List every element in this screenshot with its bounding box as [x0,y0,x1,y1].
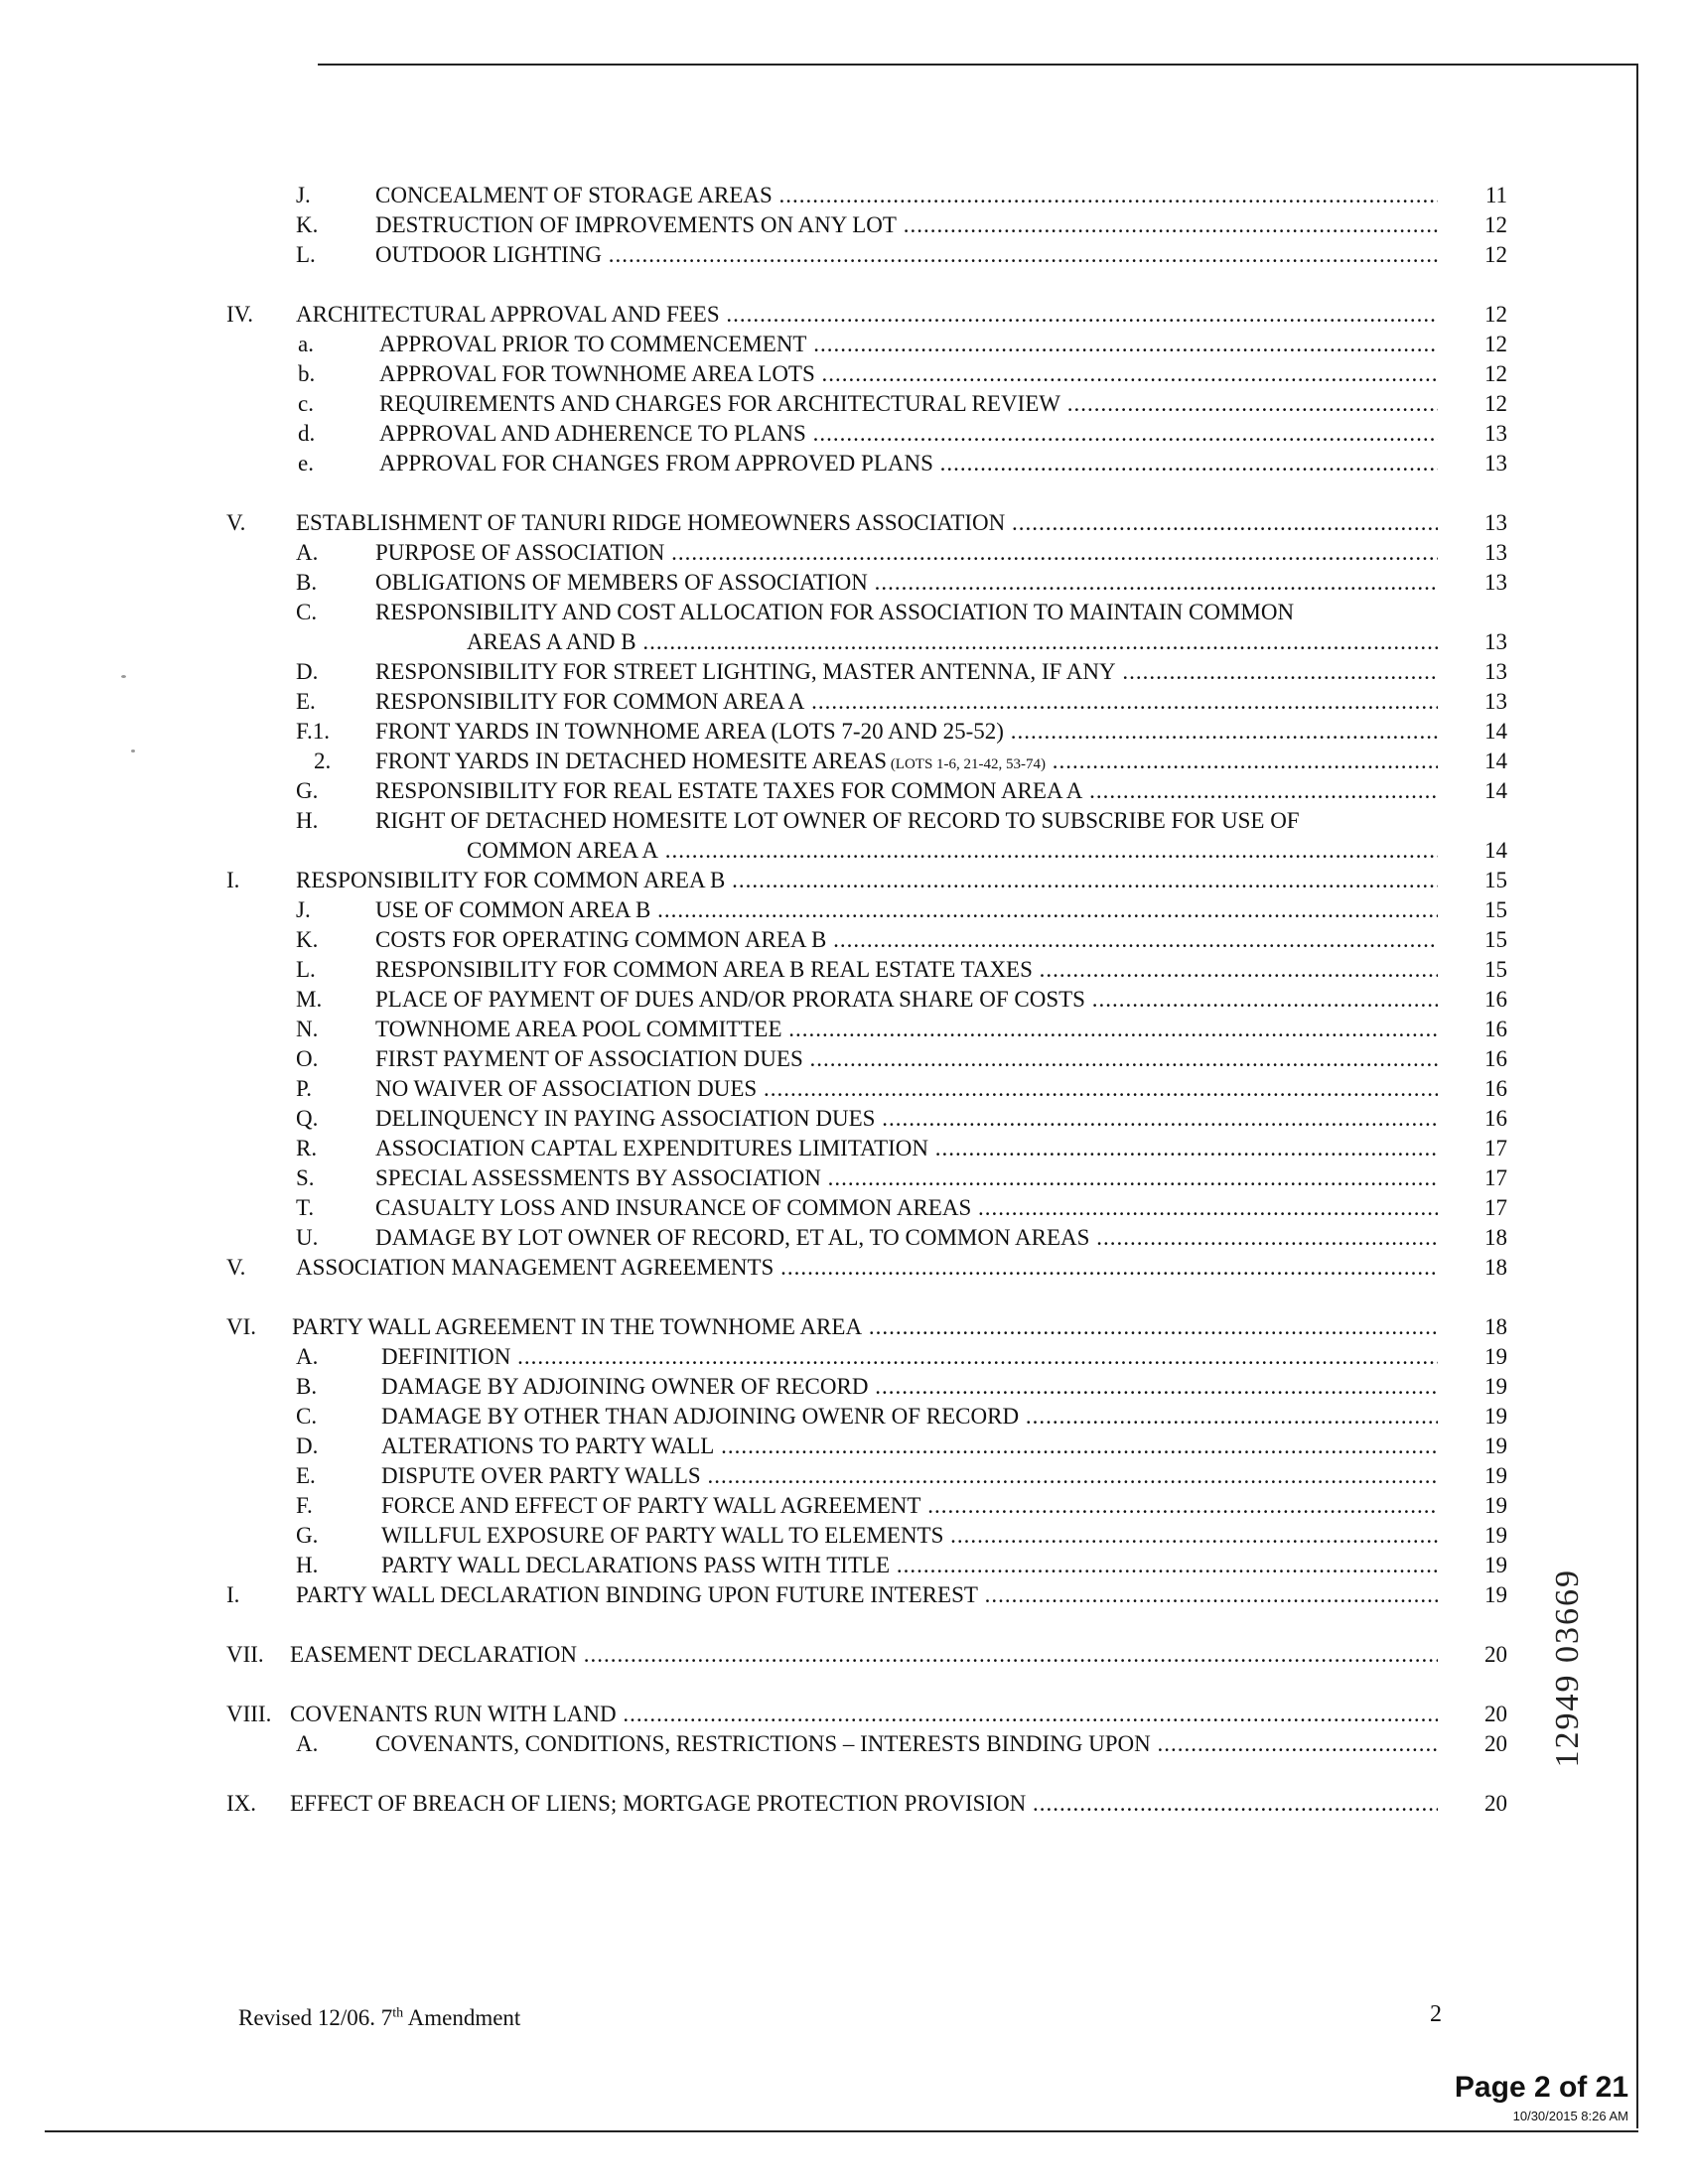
toc-entry-page: 13 [1484,689,1507,714]
toc-entry-number: VII. [226,1642,264,1667]
toc-entry-title: PARTY WALL DECLARATION BINDING UPON FUTURE INTEREST ..... [296,1580,1438,1610]
toc-entry-page: 13 [1484,659,1507,684]
toc-entry-page: 11 [1484,183,1507,207]
toc-entry-number: V. [226,510,246,535]
toc-entry-number: N. [296,1017,319,1041]
toc-entry-number: A. [296,1344,319,1369]
toc-entry-title: RESPONSIBILITY FOR STREET LIGHTING, MASTER ANTENNA, IF ANY ..... [375,657,1438,687]
toc-entry-number: H. [296,1553,319,1577]
toc-entry-number: IX. [226,1791,257,1816]
toc-entry-number: d. [298,421,316,446]
toc-entry-page: 14 [1484,778,1507,803]
toc-entry-title: RIGHT OF DETACHED HOMESITE LOT OWNER OF RECORD TO SUBSCRIBE FOR USE OF [375,808,1300,833]
toc-entry-number: T. [296,1195,315,1220]
toc-entry-title: DAMAGE BY LOT OWNER OF RECORD, ET AL, TO COMMON AREAS ..... [375,1223,1438,1253]
toc-entry-number: D. [296,659,319,684]
scan-speck [121,675,126,678]
toc-entry-number: D. [296,1433,319,1458]
toc-entry-page: 19 [1484,1463,1507,1488]
toc-entry-number: V. [226,1255,246,1280]
toc-entry-title: FORCE AND EFFECT OF PARTY WALL AGREEMENT ..... [381,1491,1438,1521]
print-timestamp: 10/30/2015 8:26 AM [1512,2109,1628,2123]
page-count-stamp: Page 2 of 21 [1454,2071,1628,2104]
toc-entry-title: PARTY WALL DECLARATIONS PASS WITH TITLE ..... [381,1551,1438,1580]
toc-entry-page: 14 [1484,838,1507,863]
toc-entry-page: 16 [1484,1106,1507,1131]
toc-entry-title: DEFINITION ..... [381,1342,1438,1372]
toc-entry-page: 17 [1484,1136,1507,1160]
toc-entry-title: ASSOCIATION CAPTAL EXPENDITURES LIMITATION ..... [375,1134,1438,1163]
toc-entry-title: RESPONSIBILITY FOR COMMON AREA A ..... [375,687,1438,717]
toc-entry-continuation: AREAS A AND B ..... [467,627,1438,657]
toc-entry-title: APPROVAL FOR CHANGES FROM APPROVED PLANS ..... [379,449,1438,478]
toc-entry-title: ASSOCIATION MANAGEMENT AGREEMENTS ..... [296,1253,1438,1283]
toc-entry-title: COSTS FOR OPERATING COMMON AREA B ..... [375,925,1438,955]
toc-entry-title: DAMAGE BY ADJOINING OWNER OF RECORD ..... [381,1372,1438,1402]
toc-entry-number: C. [296,1404,318,1429]
toc-entry-page: 18 [1484,1314,1507,1339]
toc-entry-title: APPROVAL AND ADHERENCE TO PLANS ..... [379,419,1438,449]
toc-entry-number: S. [296,1165,315,1190]
toc-entry-number: K. [296,927,319,952]
toc-entry-number: F. [296,1493,313,1518]
toc-entry-page: 16 [1484,1076,1507,1101]
toc-entry-page: 20 [1484,1642,1507,1667]
toc-entry-number: VI. [226,1314,257,1339]
toc-entry-page: 12 [1484,242,1507,267]
toc-entry-page: 19 [1484,1553,1507,1577]
toc-entry-title: APPROVAL FOR TOWNHOME AREA LOTS ..... [379,359,1438,389]
toc-entry-number: G. [296,1523,319,1548]
toc-entry-title: FRONT YARDS IN DETACHED HOMESITE AREAS (LOTS 1-6, 21-42, 53-74) ..... [375,747,1438,779]
toc-entry-number: B. [296,1374,318,1399]
toc-entry-number: A. [296,540,319,565]
toc-entry-number: R. [296,1136,318,1160]
toc-entry-number: G. [296,778,319,803]
page-border-top [318,64,1638,66]
toc-entry-number: K. [296,212,319,237]
toc-entry-page: 15 [1484,868,1507,892]
toc-entry-number: Q. [296,1106,319,1131]
toc-entry-page: 13 [1484,570,1507,595]
toc-entry-title: CONCEALMENT OF STORAGE AREAS ..... [375,181,1438,210]
toc-entry-title: ARCHITECTURAL APPROVAL AND FEES ..... [296,300,1438,330]
toc-entry-number: IV. [226,302,254,327]
toc-entry-page: 18 [1484,1225,1507,1250]
toc-entry-page: 13 [1484,629,1507,654]
toc-entry-title: COVENANTS, CONDITIONS, RESTRICTIONS – INTERESTS BINDING UPON ..... [375,1729,1438,1759]
toc-entry-page: 14 [1484,749,1507,773]
toc-entry-number: E. [296,689,316,714]
toc-entry-page: 19 [1484,1523,1507,1548]
toc-entry-page: 18 [1484,1255,1507,1280]
toc-entry-number: U. [296,1225,319,1250]
toc-entry-page: 15 [1484,957,1507,982]
toc-entry-number: M. [296,987,323,1012]
toc-entry-number: I. [226,868,240,892]
toc-entry-page: 15 [1484,897,1507,922]
toc-entry-page: 13 [1484,540,1507,565]
toc-entry-page: 13 [1484,451,1507,476]
toc-entry-title: RESPONSIBILITY FOR COMMON AREA B REAL ESTATE TAXES ..... [375,955,1438,985]
toc-entry-number: J. [296,897,311,922]
toc-entry-number: b. [298,361,316,386]
toc-entry-page: 19 [1484,1374,1507,1399]
toc-entry-title: RESPONSIBILITY FOR COMMON AREA B ..... [296,866,1438,895]
toc-entry-number: J. [296,183,311,207]
toc-entry-title: ALTERATIONS TO PARTY WALL ..... [381,1432,1438,1461]
toc-entry-page: 13 [1484,421,1507,446]
toc-entry-title: DELINQUENCY IN PAYING ASSOCIATION DUES ..... [375,1104,1438,1134]
toc-entry-number: C. [296,600,318,624]
toc-entry-page: 12 [1484,361,1507,386]
toc-entry-title: PLACE OF PAYMENT OF DUES AND/OR PRORATA SHARE OF COSTS ..... [375,985,1438,1015]
toc-entry-number: I. [226,1582,240,1607]
toc-entry-page: 16 [1484,987,1507,1012]
toc-entry-title: APPROVAL PRIOR TO COMMENCEMENT ..... [379,330,1438,359]
toc-entry-number: F.1. [296,719,330,744]
toc-entry-number: A. [296,1731,319,1756]
toc-entry-title: NO WAIVER OF ASSOCIATION DUES ..... [375,1074,1438,1104]
toc-entry-page: 12 [1484,302,1507,327]
toc-entry-title: OBLIGATIONS OF MEMBERS OF ASSOCIATION ..... [375,568,1438,598]
revision-note: Revised 12/06. 7th Amendment [238,2005,521,2030]
page-border-bottom [45,2130,1638,2132]
page-border-right [1636,64,1638,2128]
toc-entry-number: E. [296,1463,316,1488]
toc-entry-title: FIRST PAYMENT OF ASSOCIATION DUES ..... [375,1044,1438,1074]
toc-entry-number: L. [296,957,316,982]
toc-entry-page: 16 [1484,1046,1507,1071]
toc-entry-page: 12 [1484,391,1507,416]
toc-entry-page: 17 [1484,1165,1507,1190]
toc-entry-page: 15 [1484,927,1507,952]
toc-entry-title: EFFECT OF BREACH OF LIENS; MORTGAGE PROTECTION PROVISION ..... [290,1789,1438,1819]
toc-entry-title: EASEMENT DECLARATION ..... [290,1640,1438,1670]
recording-number: 12949 03669 [1549,1569,1586,1768]
toc-entry-page: 16 [1484,1017,1507,1041]
toc-entry-number: B. [296,570,318,595]
toc-entry-number: c. [298,391,314,416]
toc-entry-page: 19 [1484,1582,1507,1607]
toc-entry-title: WILLFUL EXPOSURE OF PARTY WALL TO ELEMENTS ..... [381,1521,1438,1551]
toc-entry-lot-range: (LOTS 1-6, 21-42, 53-74) [887,756,1047,772]
toc-entry-title: COVENANTS RUN WITH LAND ..... [290,1700,1438,1729]
toc-entry-page: 13 [1484,510,1507,535]
toc-entry-continuation: COMMON AREA A ..... [467,836,1438,866]
toc-entry-title: RESPONSIBILITY FOR REAL ESTATE TAXES FOR COMMON AREA A ..... [375,776,1438,806]
toc-entry-title: RESPONSIBILITY AND COST ALLOCATION FOR ASSOCIATION TO MAINTAIN COMMON [375,600,1295,624]
footer-page-number: 2 [1430,2001,1442,2027]
toc-entry-title: PARTY WALL AGREEMENT IN THE TOWNHOME AREA ..... [292,1312,1438,1342]
toc-entry-title: REQUIREMENTS AND CHARGES FOR ARCHITECTURAL REVIEW ..... [379,389,1438,419]
toc-entry-page: 17 [1484,1195,1507,1220]
toc-entry-page: 20 [1484,1702,1507,1726]
toc-entry-number: L. [296,242,316,267]
toc-entry-number: P. [296,1076,312,1101]
toc-entry-number: a. [298,332,314,356]
toc-entry-title: TOWNHOME AREA POOL COMMITTEE ..... [375,1015,1438,1044]
toc-entry-page: 19 [1484,1404,1507,1429]
toc-entry-page: 12 [1484,332,1507,356]
toc-entry-page: 19 [1484,1493,1507,1518]
toc-entry-number: VIII. [226,1702,272,1726]
toc-entry-page: 19 [1484,1344,1507,1369]
toc-entry-title: ESTABLISHMENT OF TANURI RIDGE HOMEOWNERS ASSOCIATION ..... [296,508,1438,538]
toc-entry-page: 20 [1484,1731,1507,1756]
toc-entry-page: 12 [1484,212,1507,237]
toc-entry-title: USE OF COMMON AREA B ..... [375,895,1438,925]
toc-entry-page: 19 [1484,1433,1507,1458]
toc-entry-title: SPECIAL ASSESSMENTS BY ASSOCIATION ..... [375,1163,1438,1193]
toc-entry-page: 14 [1484,719,1507,744]
toc-entry-title: DAMAGE BY OTHER THAN ADJOINING OWENR OF RECORD ..... [381,1402,1438,1432]
scan-speck [131,750,135,752]
toc-entry-title: OUTDOOR LIGHTING ..... [375,240,1438,270]
toc-entry-number: O. [296,1046,319,1071]
toc-entry-page: 20 [1484,1791,1507,1816]
toc-entry-title: DISPUTE OVER PARTY WALLS ..... [381,1461,1438,1491]
toc-entry-number: 2. [314,749,332,773]
toc-entry-title: CASUALTY LOSS AND INSURANCE OF COMMON AREAS ..... [375,1193,1438,1223]
toc-entry-title: PURPOSE OF ASSOCIATION ..... [375,538,1438,568]
toc-entry-title: DESTRUCTION OF IMPROVEMENTS ON ANY LOT ..... [375,210,1438,240]
toc-entry-title: FRONT YARDS IN TOWNHOME AREA (LOTS 7-20 AND 25-52) ..... [375,717,1438,747]
toc-entry-number: e. [298,451,314,476]
toc-entry-number: H. [296,808,319,833]
